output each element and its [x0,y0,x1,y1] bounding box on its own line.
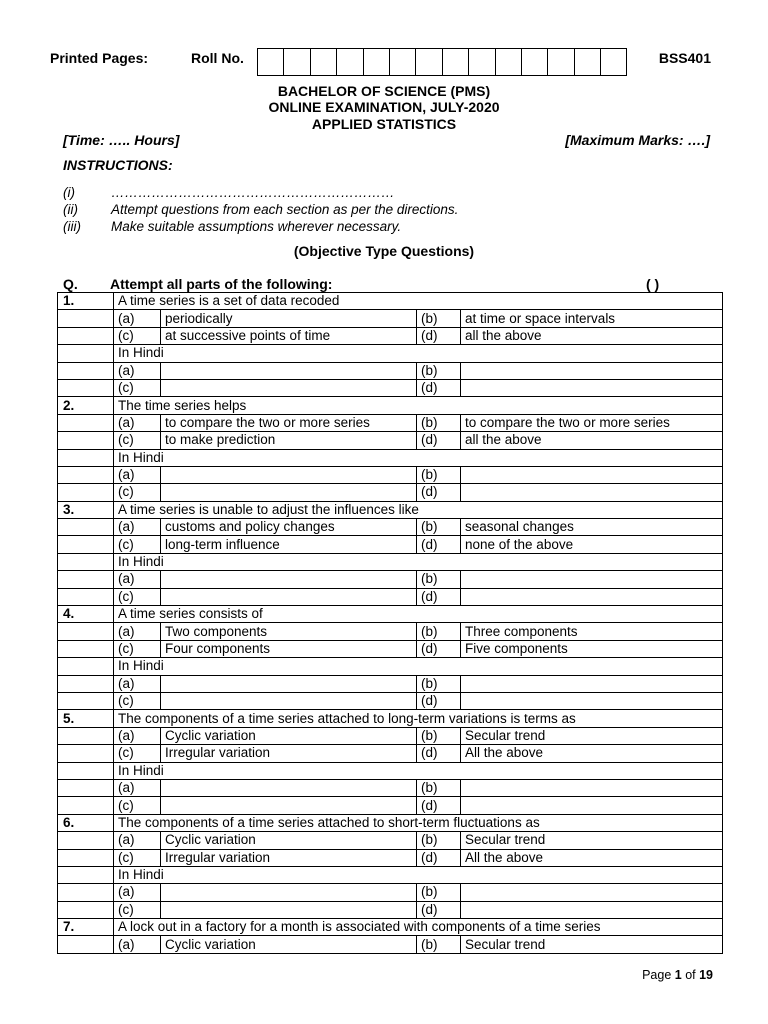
blank-cell [58,640,114,657]
option-row [58,536,723,553]
option-label: (d) [417,692,461,709]
hindi-answer-field[interactable] [161,362,417,379]
option-text: to compare the two or more series [461,414,723,431]
option-label: (b) [417,779,461,796]
hindi-answer-field[interactable] [161,797,417,814]
option-label: (d) [417,745,461,762]
roll-number-box[interactable] [363,48,390,76]
instruction-text: ……………………………………………………… [111,185,395,200]
option-label: (c) [114,901,161,918]
blank-cell [58,310,114,327]
option-label: (d) [417,640,461,657]
question-text: The time series helps [114,397,723,414]
hindi-option-row [58,797,723,814]
page-total: 19 [699,968,713,982]
option-label: (c) [114,432,161,449]
option-label: (b) [417,936,461,953]
blank-cell [58,623,114,640]
blank-cell [58,727,114,744]
option-label: (a) [114,310,161,327]
instructions-heading: INSTRUCTIONS: [63,157,173,173]
option-text: Four components [161,640,417,657]
roll-number-box[interactable] [336,48,363,76]
hindi-option-row [58,884,723,901]
option-row [58,849,723,866]
option-label: (c) [114,640,161,657]
question-number: 1. [58,293,114,310]
option-label: (b) [417,623,461,640]
blank-cell [58,553,114,570]
roll-number-box[interactable] [574,48,601,76]
question-text: The components of a time series attached to long-term variations is terms as [114,710,723,727]
blank-cell [58,797,114,814]
option-label: (a) [114,832,161,849]
option-text: periodically [161,310,417,327]
blank-cell [58,832,114,849]
blank-cell [58,658,114,675]
hindi-answer-field[interactable] [461,779,723,796]
question-row [58,919,723,936]
option-text: all the above [461,327,723,344]
question-number: 6. [58,814,114,831]
blank-cell [58,901,114,918]
hindi-answer-field[interactable] [161,901,417,918]
hindi-row [58,866,723,883]
hindi-row [58,658,723,675]
hindi-answer-field[interactable] [161,571,417,588]
option-row [58,832,723,849]
hindi-option-row [58,466,723,483]
instruction-item [63,219,663,236]
blank-cell [58,692,114,709]
roll-number-box[interactable] [389,48,416,76]
blank-cell [58,849,114,866]
option-text: Three components [461,623,723,640]
roll-number-box[interactable] [600,48,627,76]
blank-cell [58,345,114,362]
option-label: (d) [417,849,461,866]
option-text: Secular trend [461,936,723,953]
page-number: 1 [674,968,682,982]
option-row [58,727,723,744]
blank-cell [58,327,114,344]
option-label: (c) [114,849,161,866]
hindi-answer-field[interactable] [461,901,723,918]
hindi-option-row [58,484,723,501]
instruction-number: (i) [63,185,75,200]
option-row [58,936,723,953]
question-text: A time series consists of [114,606,723,623]
option-label: (a) [114,362,161,379]
question-row [58,710,723,727]
option-text: Secular trend [461,832,723,849]
hindi-option-row [58,779,723,796]
option-label: (b) [417,832,461,849]
hindi-label: In Hindi [114,553,723,570]
hindi-answer-field[interactable] [461,797,723,814]
option-label: (b) [417,884,461,901]
option-text: long-term influence [161,536,417,553]
hindi-option-row [58,571,723,588]
option-label: (a) [114,414,161,431]
footer-of: of [681,968,700,982]
question-number: 5. [58,710,114,727]
hindi-row [58,345,723,362]
instructions-list [63,185,663,237]
hindi-option-row [58,901,723,918]
option-label: (a) [114,936,161,953]
question-number: 7. [58,919,114,936]
hindi-answer-field[interactable] [461,571,723,588]
question-text: A time series is unable to adjust the influences like [114,501,723,518]
roll-number-box[interactable] [495,48,522,76]
option-text: customs and policy changes [161,519,417,536]
blank-cell [58,484,114,501]
option-text: to compare the two or more series [161,414,417,431]
option-label: (a) [114,727,161,744]
hindi-answer-field[interactable] [461,884,723,901]
blank-cell [58,449,114,466]
option-label: (c) [114,536,161,553]
option-row [58,327,723,344]
roll-number-box[interactable] [547,48,574,76]
blank-cell [58,466,114,483]
option-text: Irregular variation [161,745,417,762]
option-label: (b) [417,362,461,379]
option-text: seasonal changes [461,519,723,536]
option-label: (d) [417,432,461,449]
option-label: (a) [114,519,161,536]
question-text: A time series is a set of data recoded [114,293,723,310]
instruction-number: (ii) [63,202,78,217]
hindi-answer-field[interactable] [161,379,417,396]
hindi-row [58,762,723,779]
option-text: Irregular variation [161,849,417,866]
header-row [50,48,711,78]
question-instruction: Attempt all parts of the following: [110,276,333,292]
option-text: All the above [461,849,723,866]
roll-number-boxes [257,48,626,76]
blank-cell [58,362,114,379]
hindi-label: In Hindi [114,866,723,883]
hindi-answer-field[interactable] [161,675,417,692]
blank-cell [58,866,114,883]
option-label: (d) [417,484,461,501]
paper-code: BSS401 [658,50,711,66]
blank-cell [58,779,114,796]
blank-cell [58,745,114,762]
blank-cell [58,884,114,901]
question-row [58,293,723,310]
option-label: (d) [417,588,461,605]
hindi-option-row [58,379,723,396]
hindi-label: In Hindi [114,658,723,675]
option-text: Cyclic variation [161,936,417,953]
option-label: (d) [417,379,461,396]
question-number: 2. [58,397,114,414]
option-text: Five components [461,640,723,657]
roll-number-box[interactable] [468,48,495,76]
option-label: (a) [114,779,161,796]
hindi-option-row [58,362,723,379]
option-label: (b) [417,571,461,588]
option-label: (b) [417,727,461,744]
roll-number-box[interactable] [283,48,310,76]
option-label: (c) [114,484,161,501]
roll-number-box[interactable] [310,48,337,76]
question-row [58,814,723,831]
blank-cell [58,432,114,449]
hindi-answer-field[interactable] [461,379,723,396]
option-row [58,640,723,657]
question-marks: ( ) [646,276,660,292]
blank-cell [58,414,114,431]
blank-cell [58,936,114,953]
blank-cell [58,571,114,588]
exam-title: ONLINE EXAMINATION, JULY-2020 [268,99,500,115]
hindi-answer-field[interactable] [461,362,723,379]
instruction-item [63,185,663,202]
question-number: 3. [58,501,114,518]
blank-cell [58,675,114,692]
question-number: 4. [58,606,114,623]
option-text: all the above [461,432,723,449]
blank-cell [58,519,114,536]
section-title: (Objective Type Questions) [293,243,475,259]
option-text: Cyclic variation [161,727,417,744]
hindi-option-row [58,675,723,692]
hindi-answer-field[interactable] [461,675,723,692]
instruction-number: (iii) [63,219,81,234]
subject-title: APPLIED STATISTICS [311,116,457,132]
roll-number-box[interactable] [521,48,548,76]
hindi-answer-field[interactable] [161,779,417,796]
hindi-row [58,449,723,466]
hindi-option-row [58,692,723,709]
hindi-answer-field[interactable] [161,692,417,709]
roll-number-label: Roll No. [191,50,244,66]
option-label: (d) [417,901,461,918]
option-text: Secular trend [461,727,723,744]
option-label: (b) [417,310,461,327]
instruction-item [63,202,663,219]
blank-cell [58,588,114,605]
option-text: Two components [161,623,417,640]
hindi-answer-field[interactable] [461,692,723,709]
option-text: none of the above [461,536,723,553]
instruction-text: Make suitable assumptions wherever necessary. [111,219,402,234]
blank-cell [58,536,114,553]
blank-cell [58,762,114,779]
option-row [58,432,723,449]
question-row [58,501,723,518]
option-row [58,310,723,327]
option-row [58,745,723,762]
hindi-row [58,553,723,570]
option-label: (d) [417,797,461,814]
footer-prefix: Page [642,968,675,982]
option-text: at successive points of time [161,327,417,344]
hindi-label: In Hindi [114,449,723,466]
option-row [58,623,723,640]
option-label: (a) [114,623,161,640]
time-label: [Time: ….. Hours] [63,132,180,148]
option-label: (d) [417,327,461,344]
question-text: A lock out in a factory for a month is associated with components of a time series [114,919,723,936]
option-label: (c) [114,327,161,344]
option-text: Cyclic variation [161,832,417,849]
option-label: (c) [114,588,161,605]
option-label: (b) [417,519,461,536]
max-marks-label: [Maximum Marks: ….] [565,132,710,148]
hindi-answer-field[interactable] [461,588,723,605]
degree-title: BACHELOR OF SCIENCE (PMS) [277,83,491,99]
hindi-label: In Hindi [114,762,723,779]
option-label: (d) [417,536,461,553]
question-row [58,606,723,623]
option-row [58,414,723,431]
option-text: at time or space intervals [461,310,723,327]
option-label: (c) [114,692,161,709]
page-footer [642,968,713,982]
option-row [58,519,723,536]
option-label: (a) [114,466,161,483]
hindi-answer-field[interactable] [461,466,723,483]
questions-table [57,292,723,954]
hindi-answer-field[interactable] [161,884,417,901]
hindi-answer-field[interactable] [161,466,417,483]
option-label: (b) [417,414,461,431]
option-label: (c) [114,745,161,762]
hindi-answer-field[interactable] [161,484,417,501]
option-text: All the above [461,745,723,762]
option-text: to make prediction [161,432,417,449]
option-label: (a) [114,675,161,692]
option-label: (a) [114,884,161,901]
instruction-text: Attempt questions from each section as per the directions. [111,202,459,217]
option-label: (b) [417,466,461,483]
hindi-option-row [58,588,723,605]
blank-cell [58,379,114,396]
printed-pages-label: Printed Pages: [50,50,149,66]
hindi-answer-field[interactable] [161,588,417,605]
option-label: (a) [114,571,161,588]
option-label: (c) [114,797,161,814]
hindi-answer-field[interactable] [461,484,723,501]
question-text: The components of a time series attached to short-term fluctuations as [114,814,723,831]
roll-number-box[interactable] [415,48,442,76]
roll-number-box[interactable] [442,48,469,76]
option-label: (c) [114,379,161,396]
question-label: Q. [63,276,78,292]
option-label: (b) [417,675,461,692]
question-row [58,397,723,414]
hindi-label: In Hindi [114,345,723,362]
roll-number-box[interactable] [257,48,284,76]
